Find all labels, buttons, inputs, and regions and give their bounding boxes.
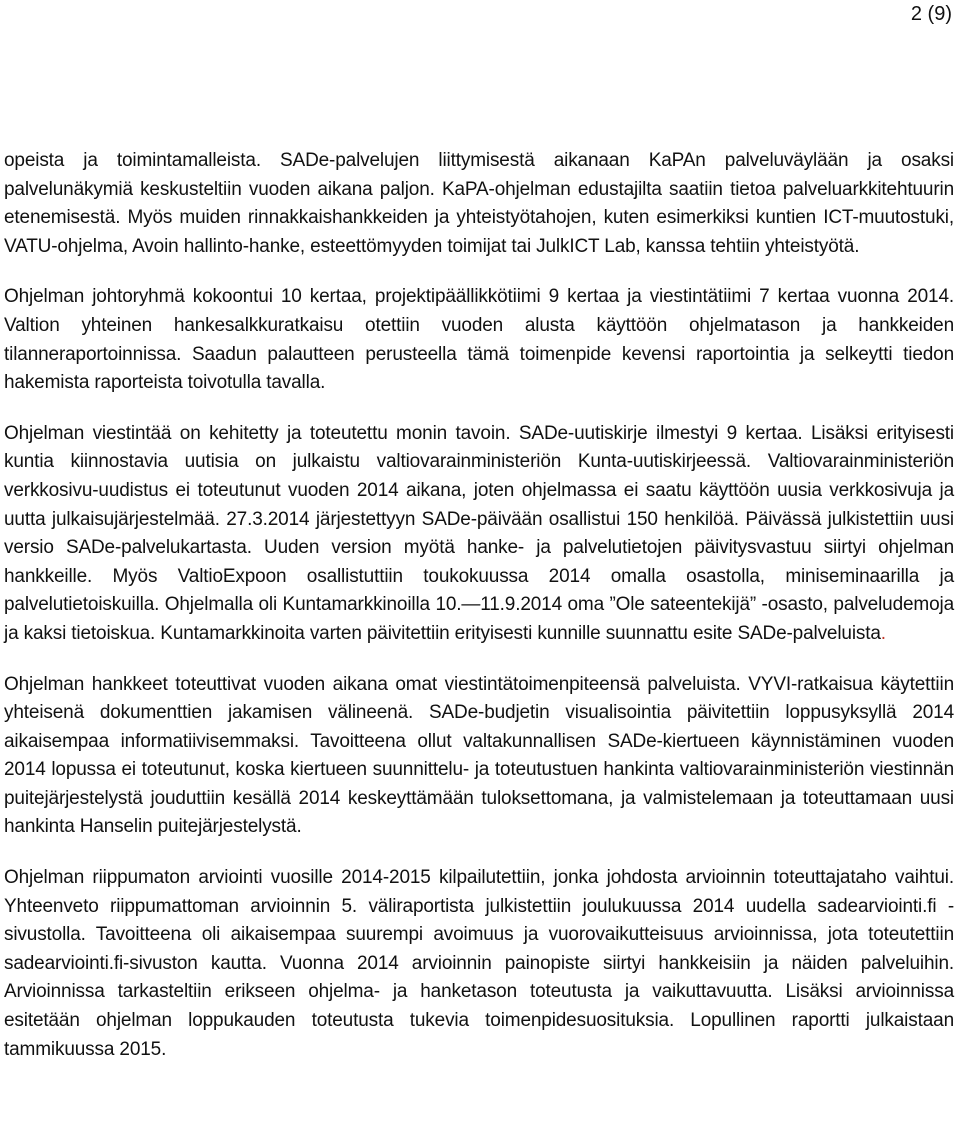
page-number: 2 (9) <box>910 3 952 25</box>
accent-period: . <box>880 622 886 644</box>
document-body <box>4 147 954 1064</box>
paragraph-communications-text: Ohjelman viestintää on kehitetty ja toteutettu monin tavoin. SADe-uutiskirje ilmestyi 9 kertaa. Lisäksi erityisesti kuntia kiinnostavia uutisia on julkaistu valtiovarainministeriön Kunta-uutiskirjeessä. Valtiovarainministeriön verkkosivu-uudistus ei toteutunut vuoden 2014 aikana, joten ohjelmassa ei saatu käyttöön uusia verkkosivuja ja uutta julkaisujärjestelmää. 27.3.2014 järjestettyyn SADe-päivään osallistui 150 henkilöä. Päivässä julkistettiin uusi versio SADe-palvelukartasta. Uuden version myötä hanke- ja palvelutietojen päivitysvastuu siirtyi ohjelman hankkeille. Myös ValtioExpoon osallistuttiin toukokuussa 2014 omalla osastolla, miniseminaarilla ja palvelutietoiskuilla. Ohjelmalla oli Kuntamarkkinoilla 10.—11.9.2014 oma ”Ole sateentekijä” -osasto, palveludemoja ja kaksi tietoiskua. Kuntamarkkinoita varten päivitettiin erityisesti kunnille suunnattu esite SADe-palveluista <box>4 422 954 644</box>
paragraph-communications <box>4 420 954 649</box>
paragraph-project-communications: Ohjelman hankkeet toteuttivat vuoden aikana omat viestintätoimenpiteensä palveluista. VYVI-ratkaisua käytettiin yhteisenä dokumenttien jakamisen välineenä. SADe-budjetin visualisointia päivitettiin loppusyksyllä 2014 aikaisempaa informatiivisemmaksi. Tavoitteena ollut valtakunnallisen SADe-kiertueen käynnistäminen vuoden 2014 lopussa ei toteutunut, koska kiertueen suunnittelu- ja toteutustuen hankinta valtiovarainministeriön viestinnän puitejärjestelystä jouduttiin kesällä 2014 keskeyttämään tuloksettomana, ja valmistelemaan ja toteuttamaan uusi hankinta Hanselin puitejärjestelystä. <box>4 673 954 838</box>
paragraph-evaluation: Ohjelman riippumaton arviointi vuosille 2014-2015 kilpailutettiin, jonka johdosta arvioinnin toteuttajataho vaihtui. Yhteenveto riippumattoman arvioinnin 5. väliraportista julkistettiin joulukuussa 2014 uudella sadearviointi.fi -sivustolla. Tavoitteena oli aikaisempaa suurempi avoimuus ja vuorovaikutteisuus arvioinnissa, jota toteutettiin sadearviointi.fi-sivuston kautta. Vuonna 2014 arvioinnin painopiste siirtyi hankkeisiin ja näiden palveluihin. Arvioinnissa tarkasteltiin erikseen ohjelma- ja hanketason toteutusta ja vaikuttavuutta. Lisäksi arvioinnissa esitetään ohjelman loppukauden toteutusta tukevia toimenpidesuosituksia. Lopullinen raportti julkaistaan tammikuussa 2015. <box>4 867 954 1060</box>
paragraph-governance-meetings: Ohjelman johtoryhmä kokoontui 10 kertaa, projektipäällikkötiimi 9 kertaa ja viestintätiimi 7 kertaa vuonna 2014. Valtion yhteinen hankesalkkuratkaisu otettiin vuoden alusta käyttöön ohjelmatason ja hankkeiden tilanneraportoinnissa. Saadun palautteen perusteella tämä toimenpide kevensi raportointia ja selkeytti tiedon hakemista raporteista toivotulla tavalla. <box>4 286 954 394</box>
paragraph-cooperation: opeista ja toimintamalleista. SADe-palvelujen liittymisestä aikanaan KaPAn palveluväylään ja osaksi palvelunäkymiä keskusteltiin vuoden aikana paljon. KaPA-ohjelman edustajilta saatiin tietoa palveluarkkitehtuurin etenemisestä. Myös muiden rinnakkaishankkeiden ja yhteistyötahojen, kuten esimerkiksi kuntien ICT-muutostuki, VATU-ohjelma, Avoin hallinto-hanke, esteettömyyden toimijat tai JulkICT Lab, kanssa tehtiin yhteistyötä. <box>4 150 954 257</box>
